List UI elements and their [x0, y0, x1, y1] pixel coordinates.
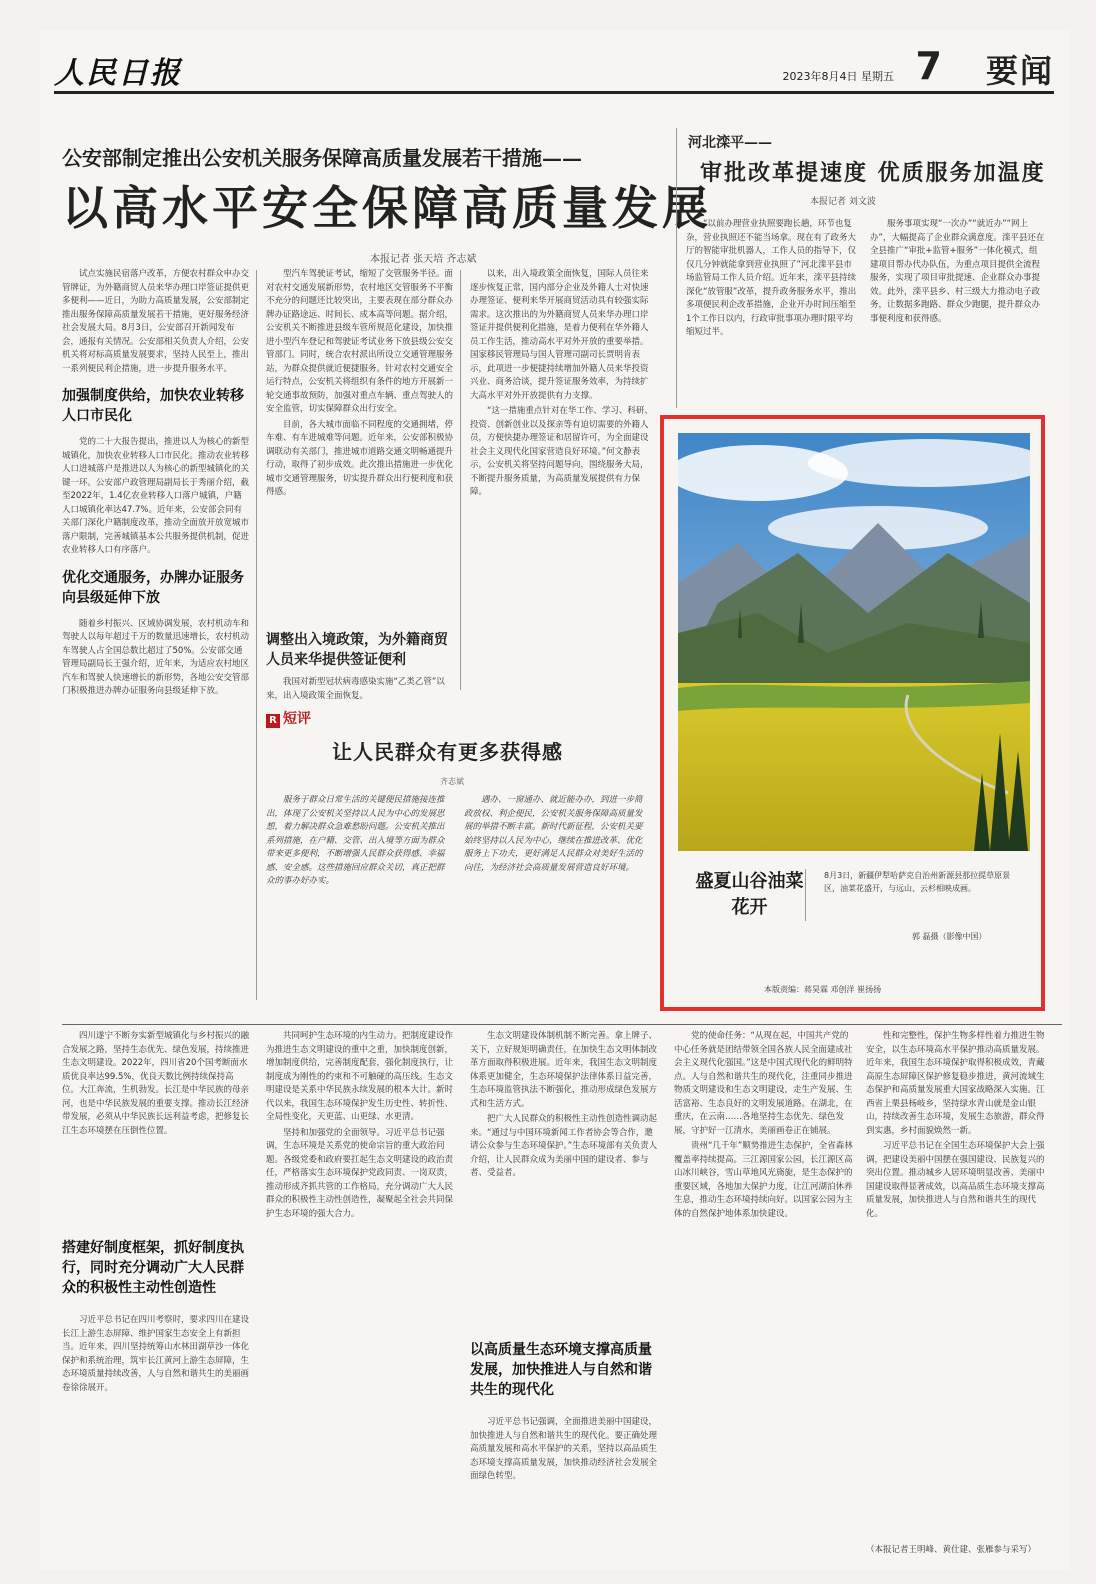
- reporting-credit: [866, 1544, 1048, 1560]
- lead-paragraph: 以来，出入境政策全面恢复，国际人员往来逐步恢复正常，国内部分企业及外籍人士对快速办理签证、便利来华开展商贸活动具有较强实际需求。这次推出的为外籍商贸人员来华办理口岸签证并提供便利化措施，是着力便利在华外籍人员工作生活，推动高水平对外开放的重要举措。国家移民管理局与国人管理司副司长贾明肯表示，此项进一步便捷持续增加外籍人员来华投资兴业、商务洽谈，提升签证服务效率，为持续扩大高水平对外开放提供有力支撑。: [470, 269, 649, 401]
- lower-paragraph: 性和完整性，保护生物多样性着力推进生物安全，以生态环境高水平保护推动高质量发展。近年来，我国生态环境保护取得积极成效，青藏高原生态屏障区保护修复稳步推进，黄河流域生态保护和高质量发展重大国家战略深入实施。江西省上栗县杨岐乡，坚持绿水青山就是金山银山，持续改善生态环境，发展生态旅游，群众得到实惠，乡村面貌焕然一新。: [866, 1031, 1045, 1136]
- commentary-title: 让人民群众有更多获得感: [332, 740, 563, 764]
- page-editors: 本版责编：蒋昊霖 邓创洋 崔扬扬: [764, 985, 882, 994]
- lower-paragraph: 四川遂宁不断夯实新型城镇化与乡村振兴的融合发展之路，坚持生态优先、绿色发展，持续推进生态文明建设。2022年，四川省20个国考断面水质优良率达99.5%，优良天数比例持续保持高位。大江奔流，生机勃发。长江是中华民族的母亲河，也是中华民族发展的重要支撑。推动长江经济带发展，必须从中华民族长远利益考虑，把修复长江生态环境摆在压倒性位置。: [62, 1031, 250, 1136]
- lead-headline: 以高水平安全保障高质量发展: [62, 181, 712, 235]
- lower-paragraph: 习近平总书记在全国生态环境保护大会上强调，把建设美丽中国摆在强国建设、民族复兴的突出位置。推动城乡人居环境明显改善、美丽中国建设取得显著成效，以高品质生态环境支撑高质量发展，加快推进人与自然和谐共生的现代化。: [866, 1141, 1045, 1219]
- lead-paragraph: 党的二十大报告提出，推进以人为核心的新型城镇化，加快农业转移人口市民化。推动农业转移人口进城落户是推进以人为核心的新型城镇化的关键一环。公安部户政管理局副局长于秀丽介绍，截至2022年，1.4亿农业转移人口落户城镇，户籍人口城镇化率达47.7%。近年来，公安部会同有关部门深化户籍制度改革，推动全面放开放宽城市落户限制，完善城镇基本公共服务提供机制，促进农业转移人口有序落户。: [62, 437, 250, 555]
- lower-subhead-1: 搭建好制度框架，抓好制度执行，同时充分调动广大人民群众的积极性主动性创造性: [62, 1240, 244, 1296]
- lower-column-3: [470, 1030, 658, 1336]
- photo-caption: 8月3日，新疆伊犁哈萨克自治州新源县那拉提草原景区，油菜花盛开，与远山、云杉相映成画。: [824, 871, 1011, 893]
- lower-column-4: [674, 1030, 854, 1564]
- commentary-column-1: [266, 794, 452, 1004]
- column-rule: [460, 270, 461, 690]
- newspaper-page: [40, 30, 1070, 1570]
- publication-date: 2023年8月4日 星期五: [782, 70, 894, 83]
- lead-column-1: [62, 268, 250, 998]
- photo-title: 盛夏山谷油菜花开: [694, 869, 806, 921]
- lead-paragraph: 我国对新型冠状病毒感染实施“乙类乙管”以来，出入境政策全面恢复。: [266, 677, 445, 701]
- right-column-2: [870, 218, 1046, 404]
- lower-paragraph: 坚持和加强党的全面领导。习近平总书记强调，生态环境是关系党的使命宗旨的重大政治问题。各级党委和政府要扛起生态文明建设的政治责任，严格落实生态环境保护党政同责、一岗双责，推动形成齐抓共管的工作格局，充分调动广大人民群众的积极性主动性创造性，凝聚起全社会共同保护生态环境的强大合力。: [266, 1127, 454, 1219]
- lead-paragraph: 随着乡村振兴、区域协调发展，农村机动车和驾驶人以每年超过千万的数量迅速增长，农村机动车驾驶人占全国总数比超过了50%。公安部交通管理局副局长王强介绍，近年来，为适应农村地区汽车和驾驶人快速增长的新形势，各地公安交管部门积极推进办牌办证服务向县级延伸下放。: [62, 618, 250, 696]
- right-column-1: [686, 218, 860, 404]
- lower-paragraph: 习近平总书记在四川考察时，要求四川在建设长江上游生态屏障、维护国家生态安全上有新担当。近年来，四川坚持统筹山水林田湖草沙一体化保护和系统治理，筑牢长江黄河上游生态屏障，生态环境质量持续改善，人与自然和谐共生的美丽画卷徐徐展开。: [62, 1315, 250, 1393]
- reporting-credit-text: （本报记者王明峰、黄仕建、张雁参与采写）: [866, 1545, 1037, 1555]
- lead-paragraph: 目前，各大城市面临不同程度的交通拥堵，停车难、有车进城难等问题。近年来，公安部积极协调联动有关部门，推进城市道路交通文明畅通提升行动，取得了初步成效。此次推出措施进一步优化城市交通管理服务，切实提升群众出行便利度和获得感。: [266, 419, 454, 497]
- lead-paragraph: “这一措施重点针对在华工作、学习、科研、投资、创新创业以及探亲等有迫切需要的外籍人员，方便快捷办理签证和居留许可，为全面建设社会主义现代化国家营造良好环境。”何文静表示，公安机关将坚持问题导向，围绕服务大局，不断提升服务质量，为高质量发展提供有力保障。: [470, 406, 653, 497]
- right-paragraph: 服务事项实现“一次办”“就近办”“网上办”，大幅提高了企业群众满意度。滦平县还在全县推广“审批+监管+服务”一体化模式，组建项目帮办代办队伍，为重点项目提供全流程服务，实现了项目审批提速、企业群众办事提效。此外，滦平县乡、村三级大力推动电子政务，让数据多跑路、群众少跑腿，提升群众办事便利度和获得感。: [870, 219, 1045, 324]
- section-name: 要闻: [985, 52, 1054, 90]
- lower-column-1: [62, 1030, 250, 1234]
- photo-credit: 郭 磊摄（影像中国）: [912, 932, 987, 941]
- right-headline: 审批改革提速度 优质服务加温度: [700, 160, 1046, 186]
- column-rule: [256, 270, 257, 1000]
- commentary-tag: [266, 708, 311, 728]
- right-kicker: 河北滦平——: [688, 135, 772, 151]
- right-paragraph: “以前办理营业执照要跑长趟，环节也复杂，营业执照还不能当场拿。现在有了政务大厅的智能审批机器人，工作人员的指导下，仅仅几分钟就能拿到营业执照了”河北滦平县市场监管局工作人员介绍。近年来，滦平县持续深化“放管服”改革，提升政务服务水平，推出多项便民利企改革措施，企业开办时间压缩至1个工作日以内，行政审批事项办理时限平均缩短过半。: [686, 219, 857, 337]
- right-byline: 本报记者 刘文波: [810, 197, 876, 207]
- lead-column-2-tail: [266, 676, 454, 704]
- lower-paragraph: 把广大人民群众的积极性主动性创造性调动起来。“通过与中国环境新闻工作者协会等合作，邀请公众参与生态环境保护。”生态环境部有关负责人介绍，让人民群众成为美丽中国的建设者、参与者、受益者。: [470, 1114, 658, 1178]
- rapeseed-valley-photo: [678, 433, 1030, 851]
- lower-paragraph: 共同呵护生态环境的内生动力。把制度建设作为推进生态文明建设的重中之重，加快制度创新，增加制度供给，完善制度配套，强化制度执行，让制度成为刚性的约束和不可触碰的高压线。生态文明建设是关系中华民族永续发展的根本大计。新时代以来，我国生态环境保护发生历史性、转折性、全局性变化，天更蓝、山更绿、水更清。: [266, 1031, 454, 1122]
- commentary-paragraph: 服务于群众日常生活的关键便民措施接连推出，体现了公安机关坚持以人民为中心的发展思想，着力解决群众急难愁盼问题。公安机关推出系列措施，在户籍、交管、出入境等方面为群众带来更多便利，不断增强人民群众获得感、幸福感、安全感。这些措施回应群众关切，真正把群众的事办好办实。: [266, 795, 445, 886]
- lower-paragraph: 贵州“几千年”顺势推进生态保护，全省森林覆盖率持续提高。三江源国家公园，长江源区高山冰川峡谷，雪山草地风光旖旎，是生态保护的重要区域，各地加大保护力度，让江河湖泊休养生息，推动生态环境持续向好。以国家公园为主体的自然保护地体系加快建设。: [674, 1141, 853, 1219]
- lower-column-1b: [62, 1314, 250, 1564]
- commentary-tag-label: 短评: [283, 711, 311, 727]
- lower-paragraph: 生态文明建设体制机制不断完善。拿上牌子、关下，立好规矩明确责任，在加快生态文明体制改革方面取得积极进展。近年来，我国生态文明制度体系更加健全，生态环境保护法律体系日益完善，生态环境监管执法不断强化，推动形成绿色发展方式和生活方式。: [470, 1031, 658, 1109]
- lower-paragraph: 习近平总书记强调，全面推进美丽中国建设，加快推进人与自然和谐共生的现代化。要正确处理高质量发展和高水平保护的关系，坚持以高品质生态环境支撑高质量发展，加快推动经济社会发展全面绿色转型。: [470, 1417, 658, 1481]
- commentary-r-icon: R: [266, 714, 280, 728]
- lead-column-2: [266, 268, 454, 624]
- lead-subhead-1: 加强制度供给，加快农业转移人口市民化: [62, 388, 244, 424]
- lower-column-2: [266, 1030, 454, 1564]
- landscape-image: [678, 433, 1030, 851]
- section-divider: [62, 1024, 1062, 1025]
- lower-subhead-2: 以高质量生态环境支撑高质量发展，加快推进人与自然和谐共生的现代化: [470, 1342, 652, 1398]
- masthead: [54, 42, 1054, 94]
- lead-paragraph: 试点实施民宿落户改革，方便农村群众申办交管牌证，为外籍商贸人员来华办理口岸签证提供更多便利——近日，为助力高质量发展，公安部制定推出服务保障高质量发展若干措施，更好服务经济社会发展大局。8月3日，公安部召开新闻发布会，通报有关情况。公安部相关负责人介绍，公安机关将对标高质量发展要求，坚持人民至上，推出一系列便民利企措施，进一步提升服务水平。: [62, 269, 250, 374]
- newspaper-logo: 人民日报: [54, 56, 182, 91]
- lead-subhead-2: 优化交通服务，办牌办证服务向县级延伸下放: [62, 569, 244, 606]
- lower-column-5: [866, 1030, 1048, 1540]
- column-rule: [676, 128, 677, 408]
- photo-feature: [660, 415, 1045, 1011]
- lead-paragraph: 型汽车驾驶证考试，缩短了交管服务半径。面对农村交通发展新形势，农村地区交管服务不平衡不充分的问题还比较突出，主要表现在部分群众办牌办证路途远、时间长、成本高等问题。据介绍，公安机关不断推进县级车管所规范化建设，加快推进小型汽车登记和驾驶证考试业务下放县级公安交管部门。同时，统合农村派出所设立交通管理服务站，为群众提供就近便捷服务。针对农村交通安全运行特点，公安机关将组织有条件的地方开展新一轮交通事故预防，加强对重点车辆、重点驾驶人的安全监管，切实保障群众出行安全。: [266, 269, 454, 414]
- page-number: 7: [915, 44, 942, 88]
- commentary-column-2: [464, 794, 650, 1004]
- lead-column-3: [470, 268, 656, 688]
- lead-subhead-3: 调整出入境政策，为外籍商贸人员来华提供签证便利: [266, 632, 448, 668]
- lower-column-3b: [470, 1416, 658, 1564]
- lower-paragraph: 党的使命任务：“从现在起，中国共产党的中心任务就是团结带领全国各族人民全面建成社会主义现代化强国。”这是中国式现代化的鲜明特点。人与自然和谐共生的现代化，注重同步推进物质文明建设和生态文明建设，走生产发展、生活富裕、生态良好的文明发展道路。在湖北，在重庆，在云南……各地坚持生态优先、绿色发展，守护好一江清水，美丽画卷正在铺展。: [674, 1031, 853, 1136]
- commentary-paragraph: 遇办、一窗通办、就近能办办，到进一步简政放权、利企便民，公安机关服务保障高质量发展的举措不断丰富。新时代新征程，公安机关要始终坚持以人民为中心，继续在推进改革、优化服务上下功夫，更好满足人民群众对美好生活的向往，为经济社会高质量发展营造良好环境。: [464, 795, 643, 873]
- commentary-author: 齐志斌: [440, 777, 464, 786]
- lead-kicker: 公安部制定推出公安机关服务保障高质量发展若干措施——: [62, 146, 582, 170]
- lead-byline: 本报记者 张天培 齐志斌: [370, 254, 477, 265]
